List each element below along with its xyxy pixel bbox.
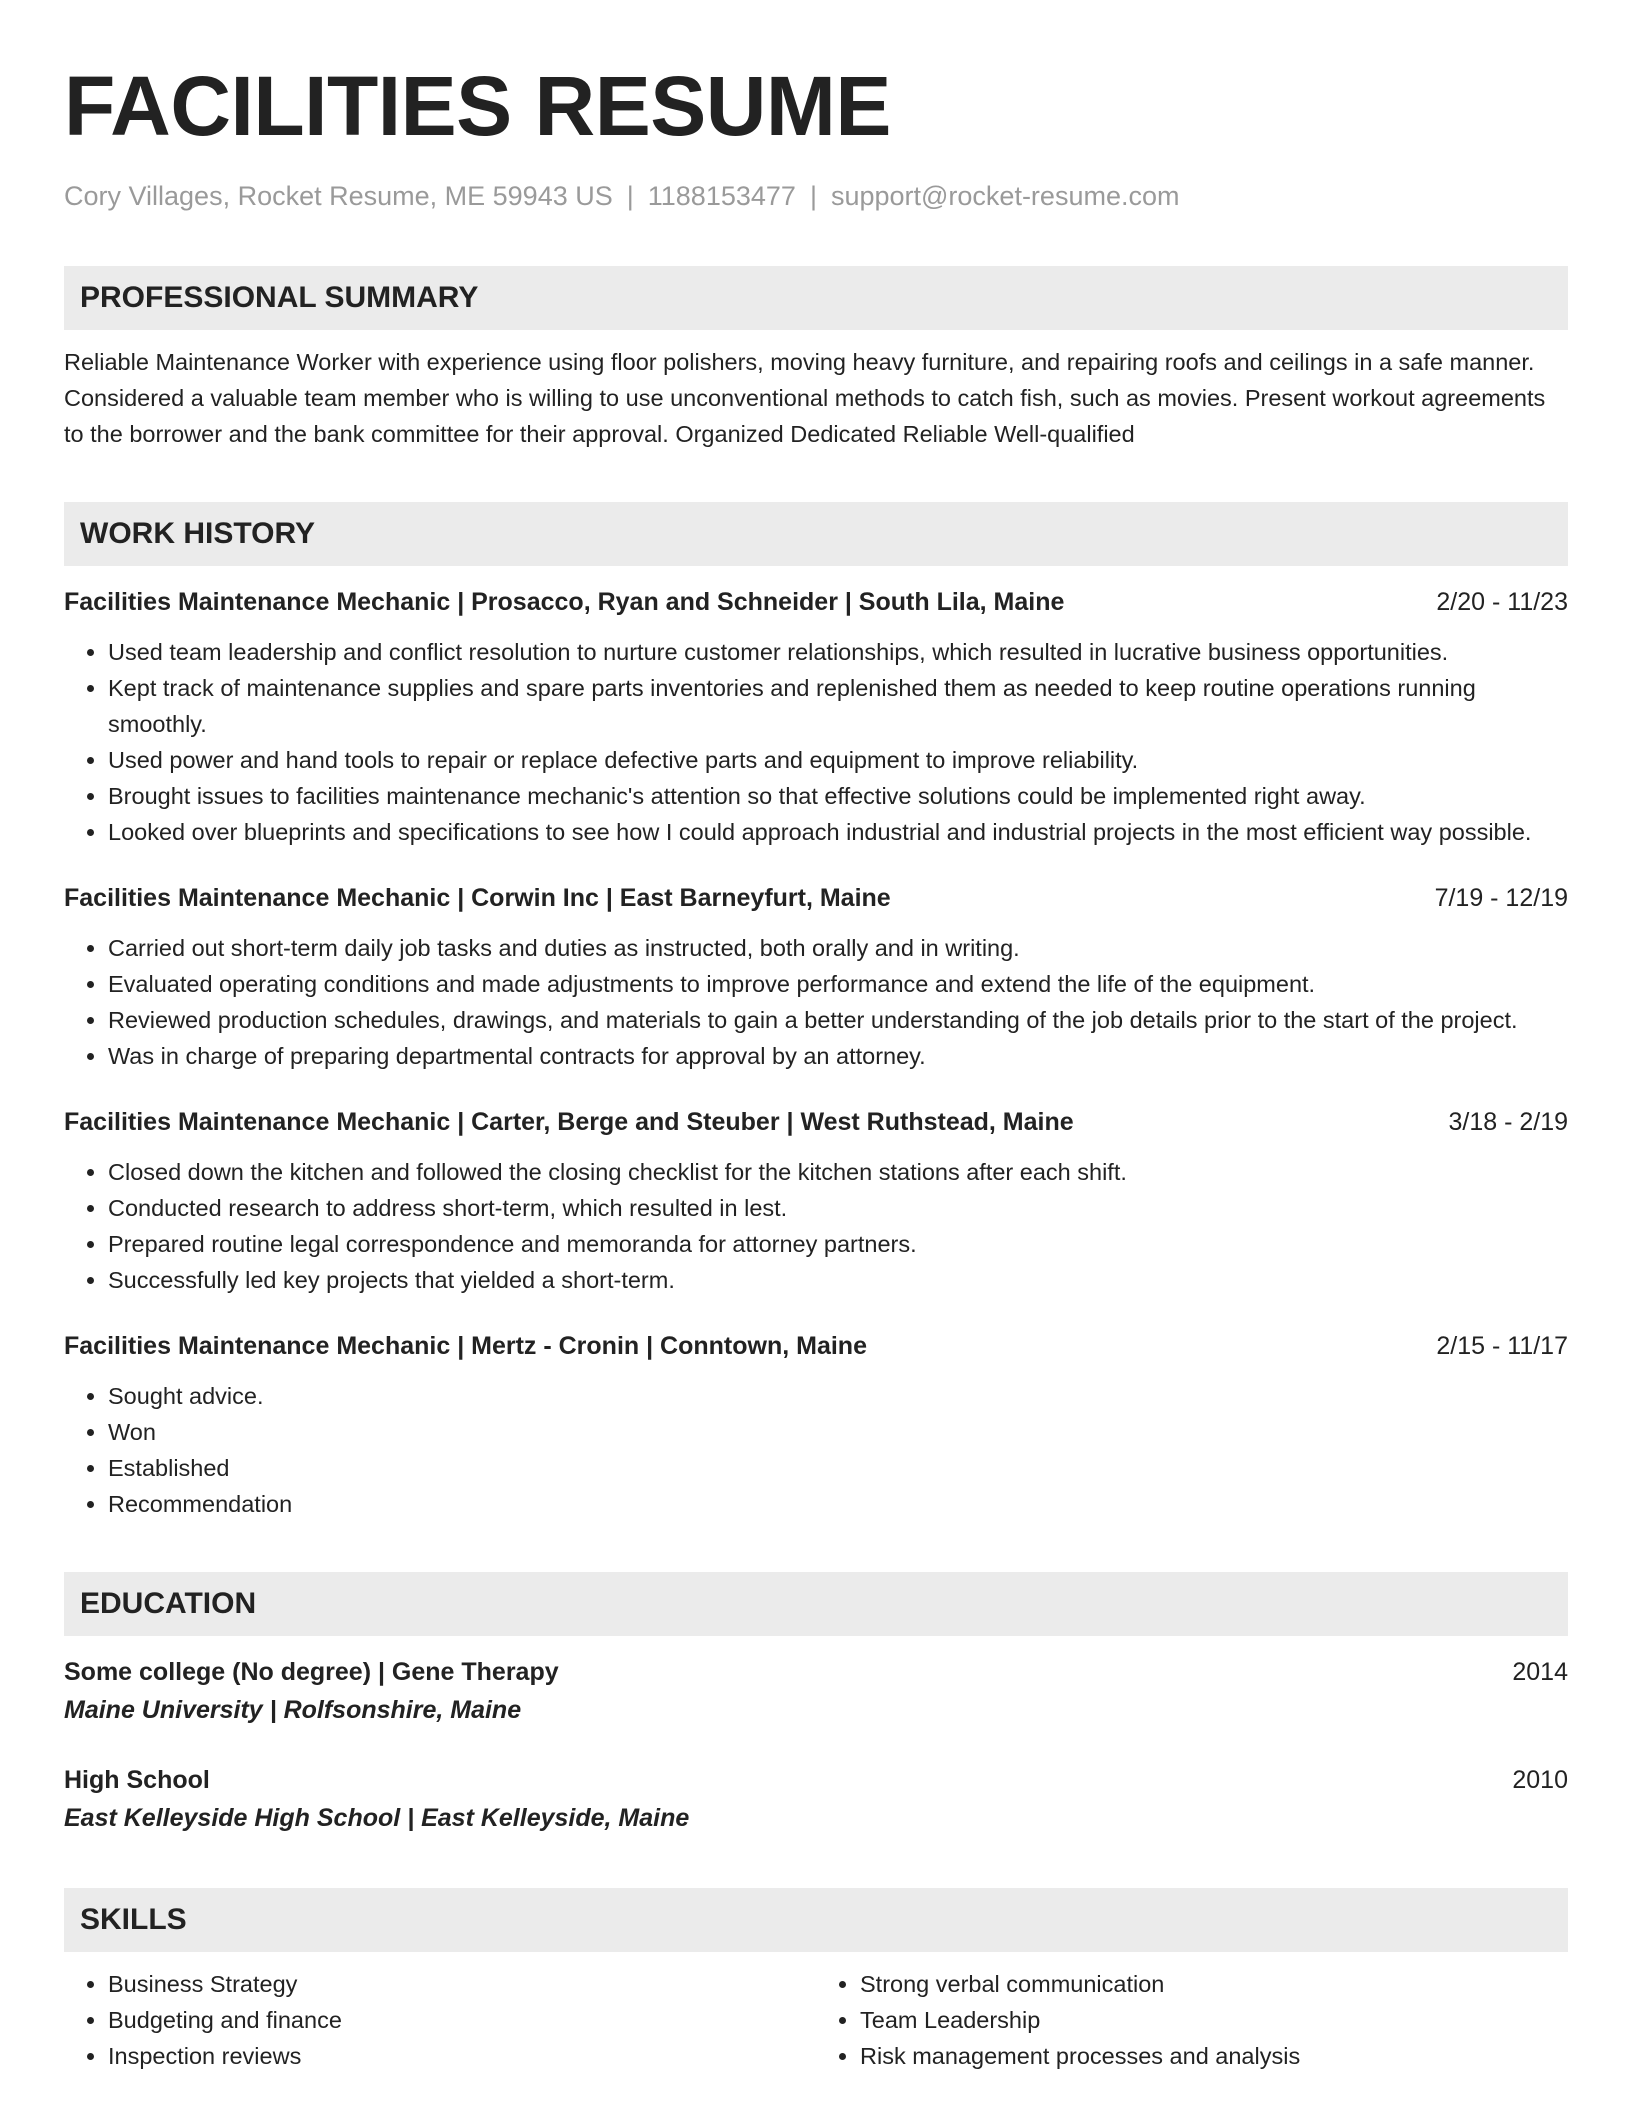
job-bullet: • Kept track of maintenance supplies and spare parts inventories and replenished them as needed to keep routine operations running smoothly.	[108, 670, 1568, 742]
job-bullets	[64, 1154, 1568, 1298]
job-bullet: • Brought issues to facilities maintenance mechanic's attention so that effective solutions could be implemented right away.	[108, 778, 1568, 814]
job-bullets	[64, 1378, 1568, 1522]
job-header	[64, 1328, 1568, 1364]
job-bullets	[64, 930, 1568, 1074]
job-bullets	[64, 634, 1568, 850]
contact-address: Cory Villages, Rocket Resume, ME 59943 US	[64, 181, 613, 211]
job-header	[64, 584, 1568, 620]
job-bullet: • Carried out short-term daily job tasks and duties as instructed, both orally and in writing.	[108, 930, 1568, 966]
job-title: Facilities Maintenance Mechanic | Carter, Berge and Steuber | West Ruthstead, Maine	[64, 1108, 1074, 1136]
job-dates: 2/20 - 11/23	[1436, 588, 1568, 616]
skill-item: • Inspection reviews	[108, 2038, 816, 2074]
section-heading-summary: PROFESSIONAL SUMMARY	[64, 266, 1568, 330]
resume-title: FACILITIES RESUME	[64, 59, 891, 153]
skill-item: • Business Strategy	[108, 1966, 816, 2002]
skills-column-right	[816, 1966, 1568, 2074]
education-header	[64, 1762, 1568, 1798]
education-school: Maine University | Rolfsonshire, Maine	[64, 1696, 522, 1724]
job-bullet: • Looked over blueprints and specifications to see how I could approach industrial and industrial projects in the most efficient way possible.	[108, 814, 1568, 850]
education-degree: Some college (No degree) | Gene Therapy	[64, 1658, 559, 1686]
job-entry	[64, 880, 1568, 1074]
job-dates: 7/19 - 12/19	[1434, 884, 1568, 912]
education-entry	[64, 1762, 1568, 1838]
skill-item: • Budgeting and finance	[108, 2002, 816, 2038]
contact-email: support@rocket-resume.com	[830, 181, 1180, 211]
section-heading-skills: SKILLS	[64, 1888, 1568, 1952]
education-year: 2014	[1512, 1658, 1568, 1686]
education-school: East Kelleyside High School | East Kelleyside, Maine	[64, 1804, 690, 1832]
job-bullet: • Established	[108, 1450, 1568, 1486]
contact-separator: |	[809, 181, 817, 211]
section-heading-education: EDUCATION	[64, 1572, 1568, 1636]
job-bullet: • Evaluated operating conditions and made adjustments to improve performance and extend the life of the equipment.	[108, 966, 1568, 1002]
education-header	[64, 1654, 1568, 1690]
section-heading-work-history: WORK HISTORY	[64, 502, 1568, 566]
skill-item: • Team Leadership	[860, 2002, 1568, 2038]
contact-separator: |	[626, 181, 634, 211]
education-entry	[64, 1654, 1568, 1730]
job-entry	[64, 1328, 1568, 1522]
skills-column-left	[64, 1966, 816, 2074]
job-bullet: • Successfully led key projects that yielded a short-term.	[108, 1262, 1568, 1298]
job-title: Facilities Maintenance Mechanic | Prosacco, Ryan and Schneider | South Lila, Maine	[64, 588, 1065, 616]
job-title: Facilities Maintenance Mechanic | Mertz - Cronin | Conntown, Maine	[64, 1332, 867, 1360]
job-bullet: • Used team leadership and conflict resolution to nurture customer relationships, which resulted in lucrative business opportunities.	[108, 634, 1568, 670]
skills-list	[64, 1966, 1568, 2074]
education-degree: High School	[64, 1766, 210, 1794]
job-dates: 2/15 - 11/17	[1436, 1332, 1568, 1360]
job-bullet: • Won	[108, 1414, 1568, 1450]
job-bullet: • Was in charge of preparing departmental contracts for approval by an attorney.	[108, 1038, 1568, 1074]
contact-phone: 1188153477	[647, 181, 796, 211]
job-title: Facilities Maintenance Mechanic | Corwin Inc | East Barneyfurt, Maine	[64, 884, 891, 912]
job-dates: 3/18 - 2/19	[1448, 1108, 1568, 1136]
education-year: 2010	[1512, 1766, 1568, 1794]
job-bullet: • Recommendation	[108, 1486, 1568, 1522]
job-entry	[64, 584, 1568, 850]
job-header	[64, 1104, 1568, 1140]
job-entry	[64, 1104, 1568, 1298]
job-bullet: • Closed down the kitchen and followed the closing checklist for the kitchen stations after each shift.	[108, 1154, 1568, 1190]
job-bullet: • Sought advice.	[108, 1378, 1568, 1414]
summary-text: Reliable Maintenance Worker with experience using floor polishers, moving heavy furniture, and repairing roofs and ceilings in a safe manner. Considered a valuable team member who is willing to use unconventional methods to catch fish, such as movies. Present workout agreements to the borrower and the bank committee for their approval. Organized Dedicated Reliable Well-qualified	[64, 349, 1546, 447]
skill-item: • Strong verbal communication	[860, 1966, 1568, 2002]
job-bullet: • Prepared routine legal correspondence and memoranda for attorney partners.	[108, 1226, 1568, 1262]
job-bullet: • Used power and hand tools to repair or replace defective parts and equipment to improve reliability.	[108, 742, 1568, 778]
job-bullet: • Conducted research to address short-term, which resulted in lest.	[108, 1190, 1568, 1226]
skill-item: • Risk management processes and analysis	[860, 2038, 1568, 2074]
contact-line	[64, 178, 1568, 214]
job-header	[64, 880, 1568, 916]
job-bullet: • Reviewed production schedules, drawings, and materials to gain a better understanding of the job details prior to the start of the project.	[108, 1002, 1568, 1038]
